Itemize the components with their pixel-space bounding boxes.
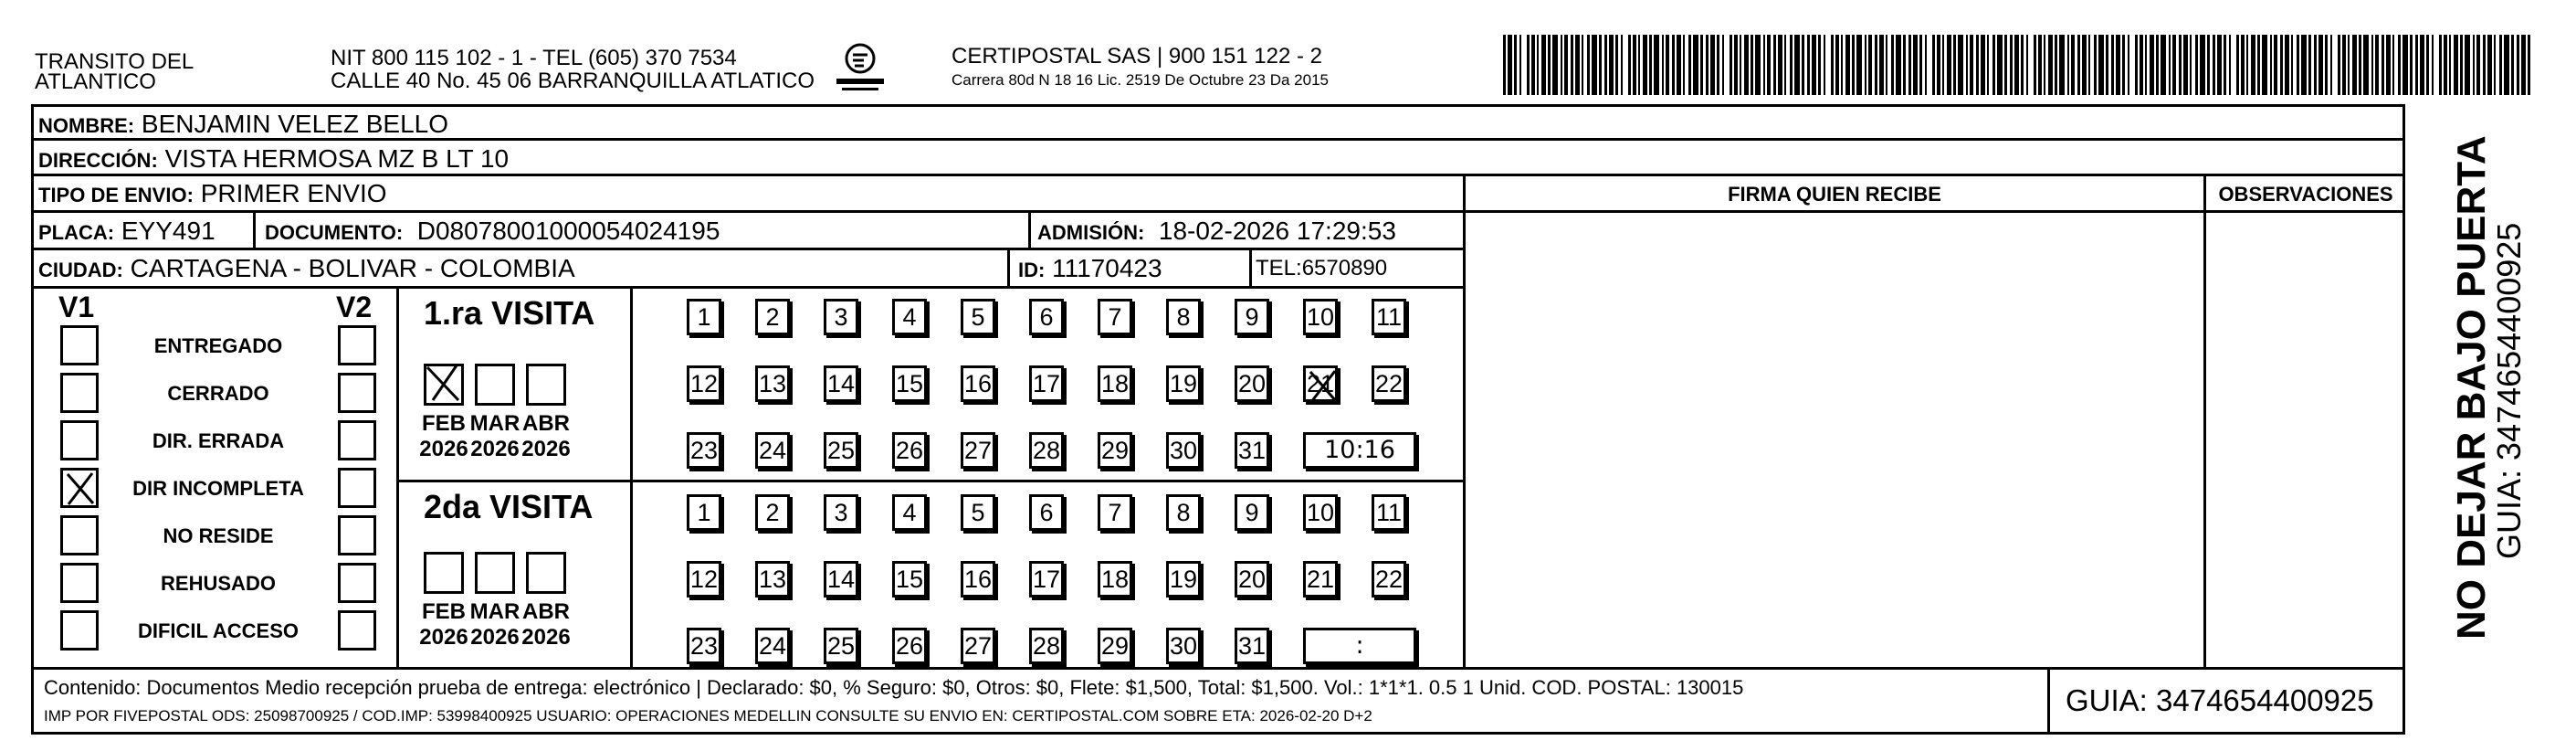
plate: EYY491 — [121, 217, 216, 245]
status-label: ENTREGADO — [153, 334, 283, 357]
day-box[interactable]: 7 — [1098, 494, 1132, 531]
v1-checkbox[interactable] — [60, 563, 99, 603]
day-box[interactable]: 28 — [1029, 628, 1064, 664]
day-box[interactable]: 18 — [1098, 365, 1132, 402]
v1-checkbox[interactable] — [60, 515, 99, 555]
v1-checkbox[interactable] — [60, 468, 99, 508]
v1-label: V1 — [58, 291, 95, 323]
day-box[interactable]: 29 — [1098, 432, 1132, 469]
side-guia: GUIA: 3474654400925 — [2490, 222, 2528, 559]
day-box[interactable]: 19 — [1166, 561, 1201, 598]
send-type: PRIMER ENVIO — [200, 179, 387, 207]
v1-checkbox[interactable] — [60, 373, 99, 413]
city-row — [38, 254, 575, 283]
recipient-name: BENJAMIN VELEZ BELLO — [141, 110, 448, 138]
day-box[interactable]: 23 — [687, 432, 721, 469]
id-row — [1018, 254, 1162, 283]
month-name: ABR — [522, 411, 570, 436]
status-label: CERRADO — [167, 382, 269, 405]
day-box[interactable]: 11 — [1372, 494, 1406, 531]
time-box[interactable]: 10:16 — [1303, 432, 1416, 469]
v1-checkbox[interactable] — [60, 610, 99, 651]
month-year: 2026 — [470, 625, 520, 650]
city: CARTAGENA - BOLIVAR - COLOMBIA — [130, 254, 575, 282]
day-box[interactable]: 26 — [892, 432, 927, 469]
day-box[interactable]: 20 — [1235, 561, 1269, 598]
v1-checkbox[interactable] — [60, 325, 99, 365]
id-label: ID: — [1018, 259, 1046, 281]
month-year: 2026 — [419, 437, 468, 461]
v2-checkbox[interactable] — [338, 373, 376, 413]
recipient-address: VISTA HERMOSA MZ B LT 10 — [164, 144, 510, 173]
admission-row — [1037, 217, 1396, 246]
day-box[interactable]: 30 — [1166, 432, 1201, 469]
day-box[interactable]: 1 — [687, 494, 721, 531]
name-label: NOMBRE: — [38, 114, 135, 137]
sender-name-line2: ATLANTICO — [35, 69, 156, 94]
day-box[interactable]: 6 — [1029, 494, 1064, 531]
day-box[interactable]: 23 — [687, 628, 721, 664]
visit1-title: 1.ra VISITA — [424, 294, 595, 332]
day-box[interactable]: 20 — [1235, 365, 1269, 402]
day-box[interactable]: 2 — [755, 494, 790, 531]
tel-row — [1256, 256, 1387, 281]
sender-address: CALLE 40 No. 45 06 BARRANQUILLA ATLATICO — [331, 69, 815, 93]
v2-checkbox[interactable] — [338, 420, 376, 460]
day-box[interactable]: 13 — [755, 561, 790, 598]
status-label: REHUSADO — [161, 572, 276, 595]
document-number: D08078001000054024195 — [416, 217, 720, 245]
courier-license: Carrera 80d N 18 16 Lic. 2519 De Octubre 23 Da 2015 — [952, 71, 1329, 89]
status-label: DIR. ERRADA — [152, 429, 285, 452]
day-box[interactable]: 11 — [1372, 299, 1406, 335]
footer-print-info: IMP POR FIVEPOSTAL ODS: 25098700925 / COD.IMP: 53998400925 USUARIO: OPERACIONES MEDELLIN CONSULTE SU ENVIO EN: CERTIPOSTAL.COM SOBRE ETA: 2026-02-20 D+2 — [44, 707, 1372, 725]
footer-contents: Contenido: Documentos Medio recepción prueba de entrega: electrónico | Declarado: $0, % Seguro: $0, Otros: $0, Flete: $1,500, Total: $1,500. Vol.: 1*1*1. 0.5 1 Unid. COD. POSTAL: 130015 — [44, 676, 1744, 699]
day-box[interactable]: 16 — [961, 561, 995, 598]
send-type-row — [38, 179, 387, 208]
v1-checkbox[interactable] — [60, 420, 99, 460]
city-label: CIUDAD: — [38, 259, 123, 281]
month-year: 2026 — [419, 625, 468, 650]
day-box[interactable]: 24 — [755, 432, 790, 469]
sender-name-line1: TRANSITO DEL — [35, 49, 195, 74]
address-label: DIRECCIÓN: — [38, 149, 158, 172]
day-box[interactable]: 7 — [1098, 299, 1132, 335]
day-box[interactable]: 4 — [892, 494, 927, 531]
id-number: 11170423 — [1052, 254, 1162, 282]
day-box[interactable]: 30 — [1166, 628, 1201, 664]
day-box[interactable]: 31 — [1235, 432, 1269, 469]
month-name: FEB — [422, 599, 466, 624]
month-name: FEB — [422, 411, 466, 436]
v2-checkbox[interactable] — [338, 563, 376, 603]
day-box[interactable]: 9 — [1235, 494, 1269, 531]
day-box[interactable]: 17 — [1029, 365, 1064, 402]
day-box[interactable]: 15 — [892, 365, 927, 402]
month-name: ABR — [522, 599, 570, 624]
day-box[interactable]: 24 — [755, 628, 790, 664]
send-type-label: TIPO DE ENVIO: — [38, 184, 194, 206]
day-box[interactable]: 3 — [824, 494, 858, 531]
month-checkbox[interactable] — [526, 364, 566, 406]
barcode — [1501, 35, 2539, 95]
v2-checkbox[interactable] — [338, 468, 376, 508]
document-row — [265, 217, 720, 246]
day-box[interactable]: 8 — [1166, 299, 1201, 335]
name-row — [38, 110, 448, 139]
time-box[interactable]: : — [1303, 628, 1416, 664]
day-box[interactable]: 8 — [1166, 494, 1201, 531]
month-year: 2026 — [521, 437, 571, 461]
day-box[interactable]: 28 — [1029, 432, 1064, 469]
day-box[interactable]: 10 — [1303, 494, 1338, 531]
day-box[interactable]: 27 — [961, 628, 995, 664]
plate-row — [38, 217, 216, 246]
observations-header: OBSERVACIONES — [2218, 183, 2393, 206]
day-box[interactable]: 3 — [824, 299, 858, 335]
visit2-title: 2da VISITA — [424, 488, 594, 525]
month-name: MAR — [469, 411, 520, 436]
day-box[interactable]: 16 — [961, 365, 995, 402]
v2-label: V2 — [336, 291, 373, 323]
footer-guia: GUIA: 3474654400925 — [2066, 683, 2374, 717]
side-warning: NO DEJAR BAJO PUERTA — [2449, 135, 2494, 640]
address-row — [38, 144, 509, 174]
month-checkbox[interactable] — [526, 552, 566, 594]
day-box[interactable]: 29 — [1098, 628, 1132, 664]
day-box[interactable]: 15 — [892, 561, 927, 598]
day-box[interactable]: 5 — [961, 299, 995, 335]
day-box[interactable]: 17 — [1029, 561, 1064, 598]
month-checkbox[interactable] — [424, 552, 464, 594]
month-checkbox[interactable] — [424, 364, 464, 406]
day-box[interactable]: 1 — [687, 299, 721, 335]
day-box[interactable]: 9 — [1235, 299, 1269, 335]
plate-label: PLACA: — [38, 221, 115, 244]
tel-label: TEL: — [1256, 256, 1302, 280]
month-name: MAR — [469, 599, 520, 624]
day-box[interactable]: 2 — [755, 299, 790, 335]
day-box[interactable]: 25 — [824, 628, 858, 664]
admission-label: ADMISIÓN: — [1037, 221, 1145, 244]
v2-checkbox[interactable] — [338, 325, 376, 365]
v2-checkbox[interactable] — [338, 610, 376, 651]
sender-nit: NIT 800 115 102 - 1 - TEL (605) 370 7534 — [331, 46, 737, 70]
day-box[interactable]: 21 — [1303, 561, 1338, 598]
day-box[interactable]: 25 — [824, 432, 858, 469]
day-box[interactable]: 5 — [961, 494, 995, 531]
day-box[interactable]: 10 — [1303, 299, 1338, 335]
day-box[interactable]: 22 — [1372, 561, 1406, 598]
day-box[interactable]: 19 — [1166, 365, 1201, 402]
day-box[interactable]: 22 — [1372, 365, 1406, 402]
month-year: 2026 — [470, 437, 520, 461]
month-year: 2026 — [521, 625, 571, 650]
admission-datetime: 18-02-2026 17:29:53 — [1158, 217, 1396, 245]
day-box[interactable]: 14 — [824, 365, 858, 402]
status-label: DIR INCOMPLETA — [132, 477, 304, 500]
month-checkbox[interactable] — [475, 552, 515, 594]
day-box[interactable]: 26 — [892, 628, 927, 664]
day-box[interactable]: 4 — [892, 299, 927, 335]
day-box[interactable]: 18 — [1098, 561, 1132, 598]
day-box[interactable]: 12 — [687, 365, 721, 402]
day-box[interactable]: 27 — [961, 432, 995, 469]
day-box[interactable]: 31 — [1235, 628, 1269, 664]
certipostal-logo-icon — [833, 40, 888, 95]
signature-header: FIRMA QUIEN RECIBE — [1728, 183, 1941, 206]
day-box[interactable]: 14 — [824, 561, 858, 598]
v2-checkbox[interactable] — [338, 515, 376, 555]
month-checkbox[interactable] — [475, 364, 515, 406]
document-label: DOCUMENTO: — [265, 221, 404, 244]
day-box[interactable]: 21 — [1303, 365, 1338, 402]
day-box[interactable]: 12 — [687, 561, 721, 598]
status-label: DIFICIL ACCESO — [137, 619, 299, 642]
tel-number: 6570890 — [1301, 256, 1388, 280]
courier-name: CERTIPOSTAL SAS | 900 151 122 - 2 — [952, 44, 1322, 69]
status-label: NO RESIDE — [163, 524, 274, 547]
day-box[interactable]: 6 — [1029, 299, 1064, 335]
day-box[interactable]: 13 — [755, 365, 790, 402]
